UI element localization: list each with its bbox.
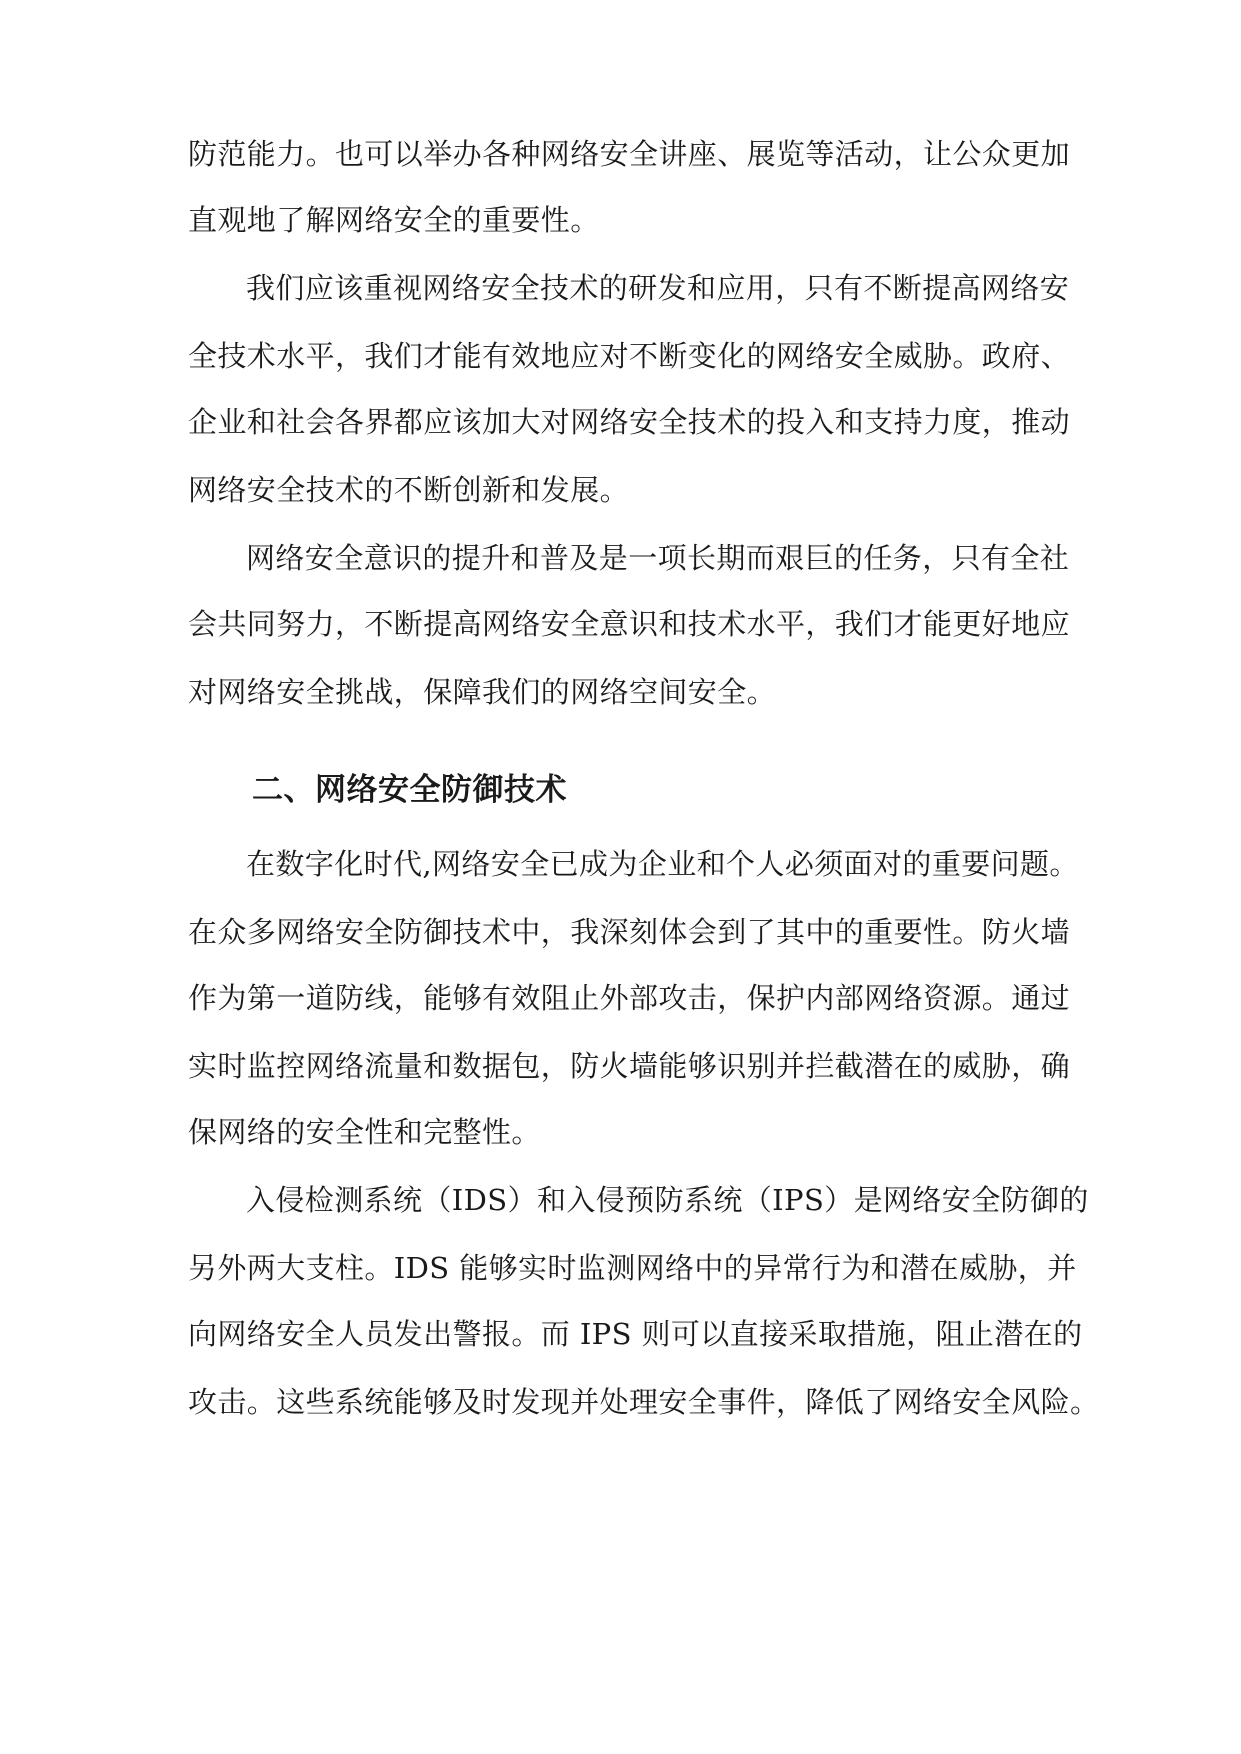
text-line: 全技术水平，我们才能有效地应对不断变化的网络安全威胁。政府、 — [188, 339, 1071, 373]
text-line: 实时监控网络流量和数据包，防火墙能够识别并拦截潜在的威胁，确 — [188, 1049, 1071, 1083]
text-line: 防范能力。也可以举办各种网络安全讲座、展览等活动，让公众更加 — [188, 137, 1071, 171]
text-line: 向网络安全人员发出警报。而 IPS 则可以直接采取措施，阻止潜在的 — [188, 1317, 1083, 1351]
text-line: 网络安全意识的提升和普及是一项长期而艰巨的任务，只有全社 — [246, 541, 1070, 575]
text-line: 在数字化时代,网络安全已成为企业和个人必须面对的重要问题。 — [246, 847, 1079, 881]
text-line: 企业和社会各界都应该加大对网络安全技术的投入和支持力度，推动 — [188, 405, 1071, 439]
text-line: 直观地了解网络安全的重要性。 — [188, 203, 600, 237]
text-line: 另外两大支柱。IDS 能够实时监测网络中的异常行为和潜在威胁，并 — [188, 1251, 1077, 1285]
text-line: 攻击。这些系统能够及时发现并处理安全事件，降低了网络安全风险。 — [188, 1385, 1100, 1419]
text-line: 会共同努力，不断提高网络安全意识和技术水平，我们才能更好地应 — [188, 607, 1071, 641]
text-line: 作为第一道防线，能够有效阻止外部攻击，保护内部网络资源。通过 — [188, 981, 1071, 1015]
section-heading: 二、网络安全防御技术 — [252, 772, 567, 808]
text-line: 入侵检测系统（IDS）和入侵预防系统（IPS）是网络安全防御的 — [246, 1183, 1089, 1217]
text-line: 对网络安全挑战，保障我们的网络空间安全。 — [188, 675, 777, 709]
text-line: 网络安全技术的不断创新和发展。 — [188, 473, 630, 507]
text-line: 在众多网络安全防御技术中，我深刻体会到了其中的重要性。防火墙 — [188, 915, 1071, 949]
text-line: 我们应该重视网络安全技术的研发和应用，只有不断提高网络安 — [246, 271, 1070, 305]
text-line: 保网络的安全性和完整性。 — [188, 1115, 541, 1149]
